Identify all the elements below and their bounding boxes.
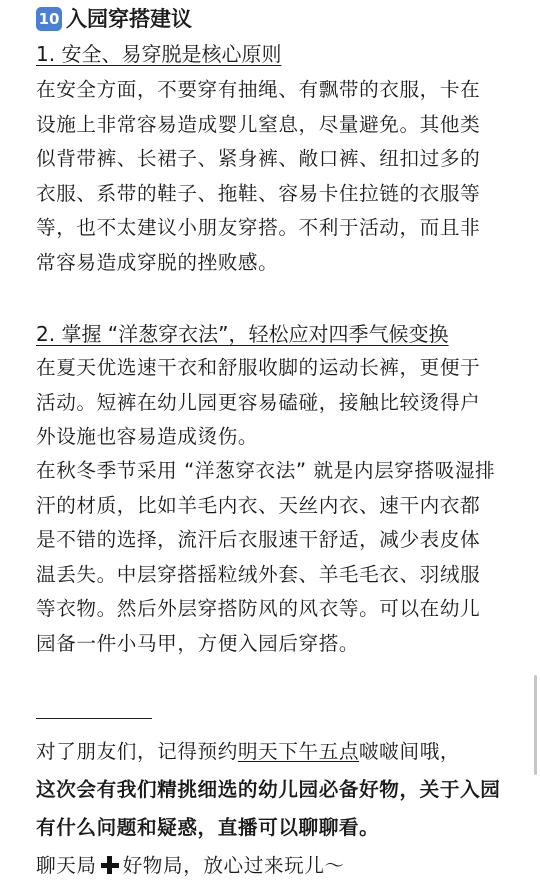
scrollbar[interactable] — [534, 675, 537, 775]
footer-goods-label: 好物局，放心过来玩儿～ — [122, 854, 345, 877]
keycap-ten-icon: 10 — [36, 7, 62, 31]
section-2-paragraph-summer: 在夏天优选速干衣和舒服收脚的运动长裤，更便于活动。短裤在幼儿园更容易磕碰，接触比较烫得户外设施也容易造成烫伤。 — [36, 356, 481, 448]
footer-invite-suffix: 啵啵间哦， — [359, 740, 461, 763]
heavy-plus-icon — [101, 856, 119, 874]
article-title — [36, 4, 192, 34]
footer-bold-text: 这次会有我们精挑细选的幼儿园必备好物，关于入园有什么问题和疑惑，直播可以聊聊看。 — [36, 778, 501, 839]
divider-line — [36, 718, 152, 719]
section-heading-1: 1. 安全、易穿脱是核心原则 — [36, 42, 282, 66]
footer-note — [36, 733, 506, 885]
live-time-link[interactable]: 明天下午五点 — [237, 740, 360, 763]
title-text: 入园穿搭建议 — [66, 7, 192, 31]
section-2-paragraph-autumn-winter: 在秋冬季节采用 “洋葱穿衣法” 就是内层穿搭吸湿排汗的材质，比如羊毛内衣、天丝内衣、速干内衣都是不错的选择，流汗后衣服速干舒适，减少表皮体温丢失。中层穿搭摇粒绒外套、羊毛毛衣、羽绒服等衣物。然后外层穿搭防风的风衣等。可以在幼儿园备一件小马甲，方便入园后穿搭。 — [36, 459, 496, 655]
footer-invite-text: 对了朋友们，记得预约 — [36, 740, 238, 763]
footer-chat-label: 聊天局 — [36, 854, 97, 877]
section-1-paragraph: 在安全方面，不要穿有抽绳、有飘带的衣服，卡在设施上非常容易造成婴儿窒息，尽量避免。其他类似背带裤、长裙子、紧身裤、敞口裤、纽扣过多的衣服、系带的鞋子、拖鞋、容易卡住拉链的衣服等等，也不太建议小朋友穿搭。不利于活动，而且非常容易造成穿脱的挫败感。 — [36, 78, 481, 274]
section-heading-2: 2. 掌握 “洋葱穿衣法”，轻松应对四季气候变换 — [36, 322, 449, 346]
